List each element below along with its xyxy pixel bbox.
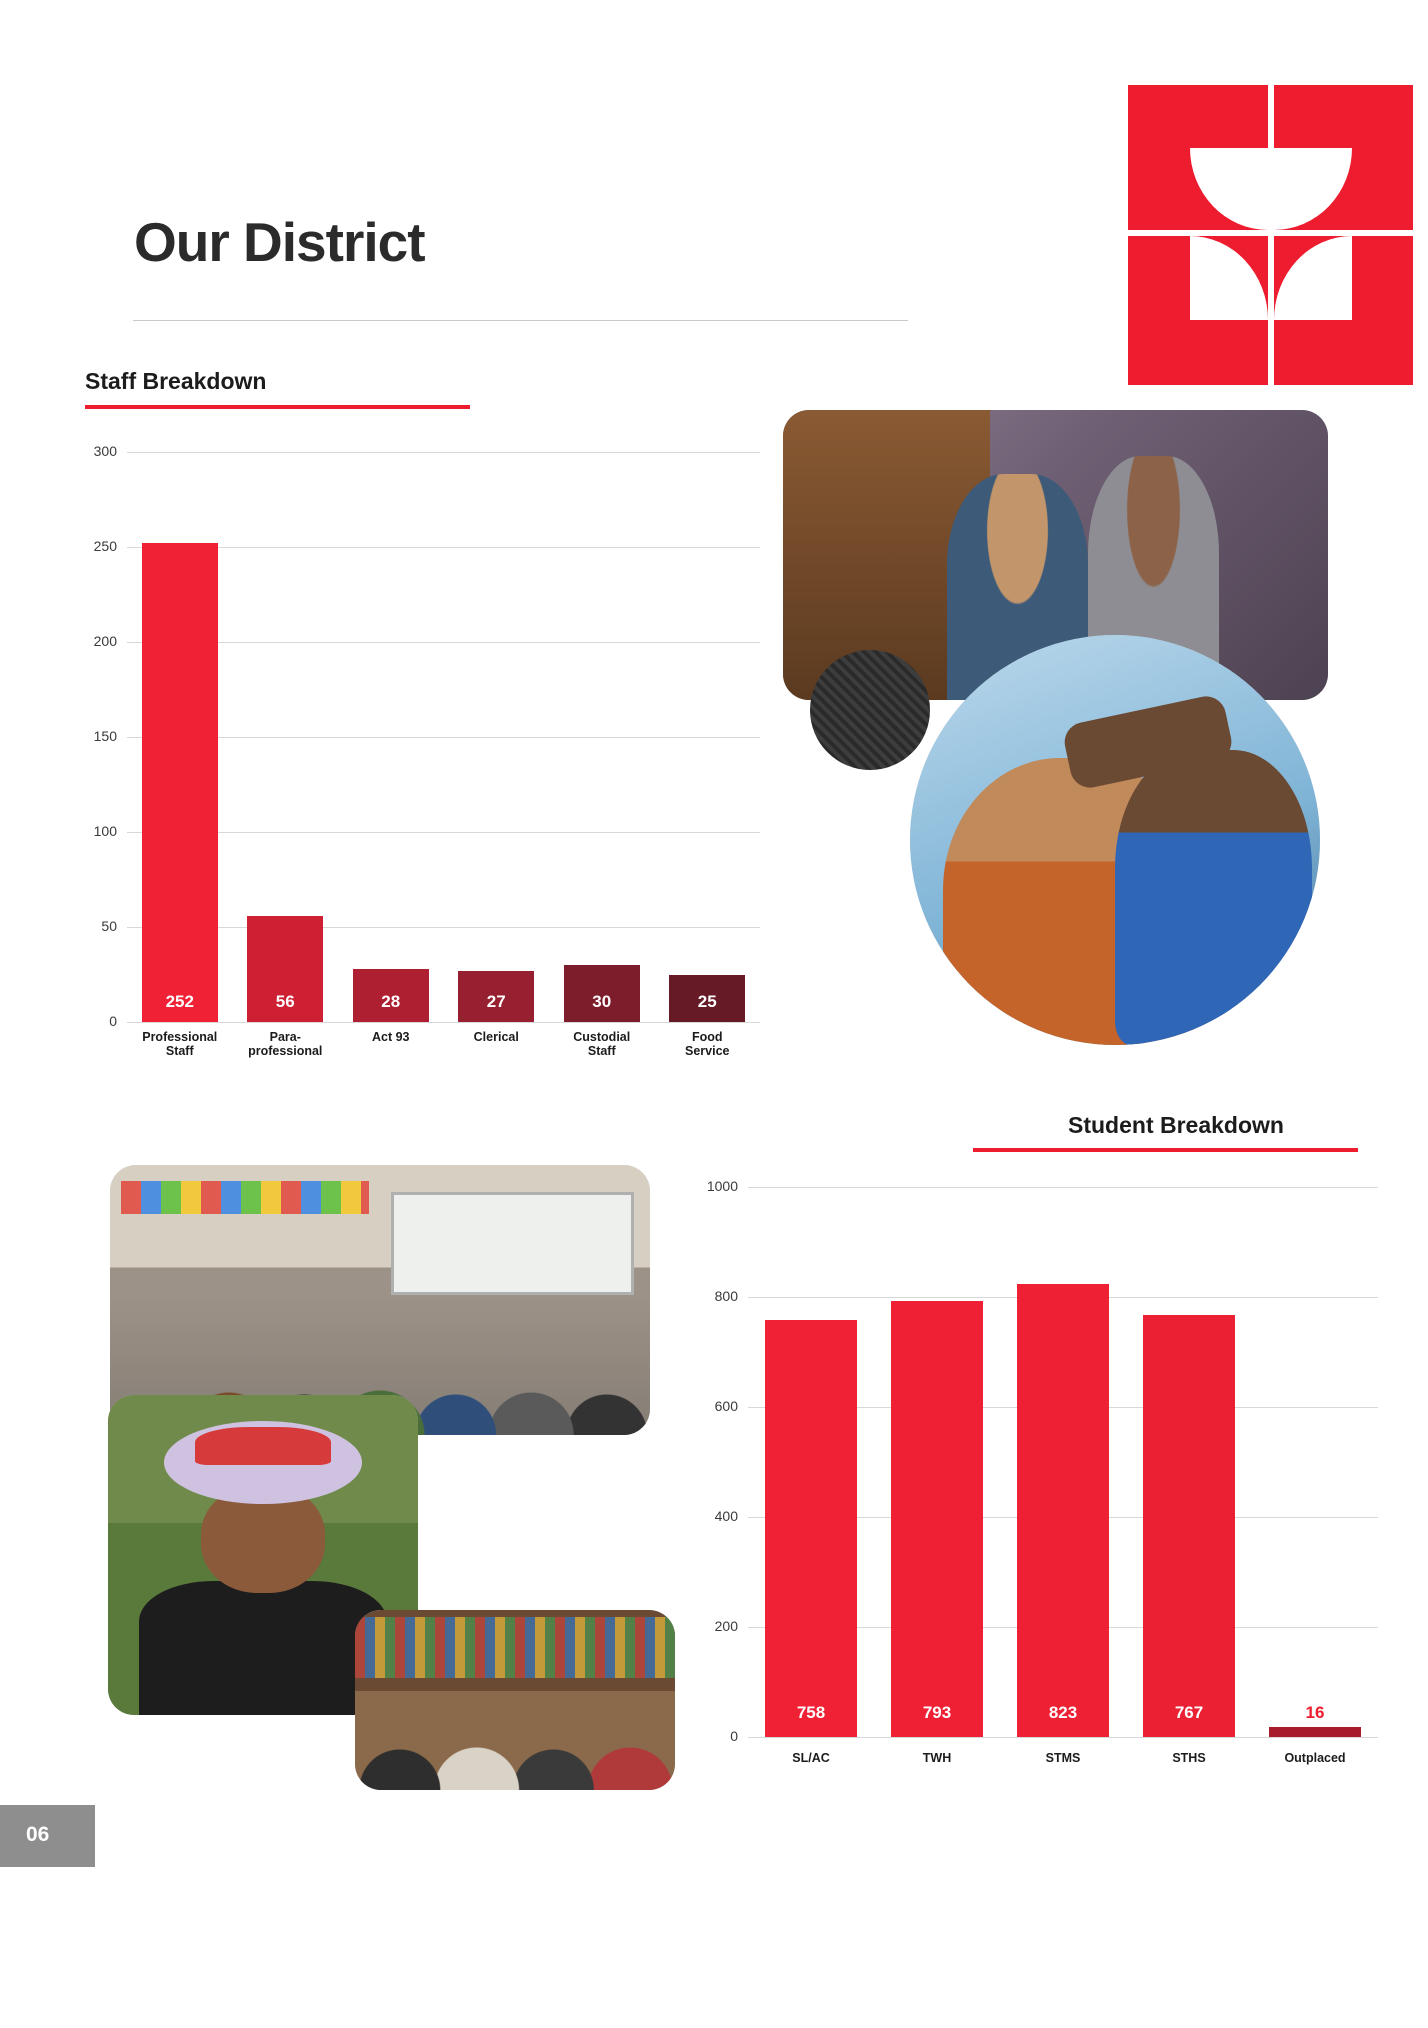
logo-petal-top-left <box>1128 85 1268 230</box>
bar <box>1017 1284 1109 1737</box>
page-number: 06 <box>26 1823 50 1846</box>
x-axis-category-label: Custodial Staff <box>573 1030 631 1059</box>
bar-value-label: 27 <box>486 992 506 1011</box>
x-axis-category-label: TWH <box>922 1751 952 1765</box>
staff-breakdown-heading: Staff Breakdown <box>85 368 267 394</box>
gridline <box>127 832 760 833</box>
bar-value-label: 25 <box>697 992 717 1011</box>
gridline <box>127 1022 760 1023</box>
district-logo <box>1128 85 1413 385</box>
y-axis-tick-label: 250 <box>93 538 117 554</box>
x-axis-category-label: Food Service <box>685 1030 730 1059</box>
y-axis-tick-label: 200 <box>93 633 117 649</box>
bar-value-label: 16 <box>1305 1703 1325 1722</box>
photo-library-group <box>355 1610 675 1790</box>
bar-value-label: 823 <box>1048 1703 1078 1722</box>
staff-heading-underline <box>85 405 470 409</box>
gridline <box>127 452 760 453</box>
bar <box>765 1320 857 1737</box>
y-axis-tick-label: 0 <box>109 1013 117 1029</box>
y-axis-tick-label: 100 <box>93 823 117 839</box>
bar <box>142 543 218 1022</box>
bar-value-label: 793 <box>922 1703 952 1722</box>
bar-value-label: 767 <box>1174 1703 1204 1722</box>
bar-value-label: 758 <box>796 1703 826 1722</box>
staff-chart-plot-area <box>93 443 760 1092</box>
x-axis-category-label: Outplaced <box>1284 1751 1346 1765</box>
logo-petal-bottom-right <box>1274 236 1413 385</box>
logo-petal-bottom-left <box>1128 236 1268 385</box>
y-axis-tick-label: 400 <box>714 1508 738 1524</box>
bar-value-label: 56 <box>275 992 295 1011</box>
x-axis-category-label: SL/AC <box>792 1751 830 1765</box>
y-axis-tick-label: 300 <box>93 443 117 459</box>
y-axis-tick-label: 150 <box>93 728 117 744</box>
y-axis-tick-label: 200 <box>714 1618 738 1634</box>
y-axis-tick-label: 0 <box>730 1728 738 1744</box>
bar-value-label: 28 <box>381 992 401 1011</box>
student-heading-underline <box>973 1148 1358 1152</box>
x-axis-category-label: Para- professional <box>248 1030 323 1059</box>
bar-value-label: 30 <box>592 992 612 1011</box>
y-axis-tick-label: 50 <box>101 918 117 934</box>
gridline <box>127 547 760 548</box>
bar <box>891 1301 983 1737</box>
x-axis-category-label: Clerical <box>473 1030 519 1044</box>
x-axis-category-label: STHS <box>1172 1751 1206 1765</box>
gridline <box>127 737 760 738</box>
gridline <box>127 927 760 928</box>
bar <box>1143 1315 1235 1737</box>
y-axis-tick-label: 1000 <box>706 1178 738 1194</box>
y-axis-tick-label: 800 <box>714 1288 738 1304</box>
staff-breakdown-chart <box>85 440 765 1090</box>
logo-petal-top-right <box>1274 85 1413 230</box>
page-title: Our District <box>134 211 425 273</box>
photo-student-and-teacher <box>910 635 1320 1045</box>
gridline <box>127 642 760 643</box>
y-axis-tick-label: 600 <box>714 1398 738 1414</box>
student-chart-plot-area <box>706 1178 1378 1797</box>
student-breakdown-chart <box>690 1175 1380 1795</box>
x-axis-category-label: Act 93 <box>371 1030 410 1044</box>
x-axis-category-label: STMS <box>1045 1751 1081 1765</box>
gridline <box>748 1187 1378 1188</box>
title-divider <box>133 320 908 321</box>
x-axis-category-label: Professional Staff <box>142 1030 218 1059</box>
student-breakdown-heading: Student Breakdown <box>1068 1112 1284 1138</box>
bar-value-label: 252 <box>165 992 194 1011</box>
